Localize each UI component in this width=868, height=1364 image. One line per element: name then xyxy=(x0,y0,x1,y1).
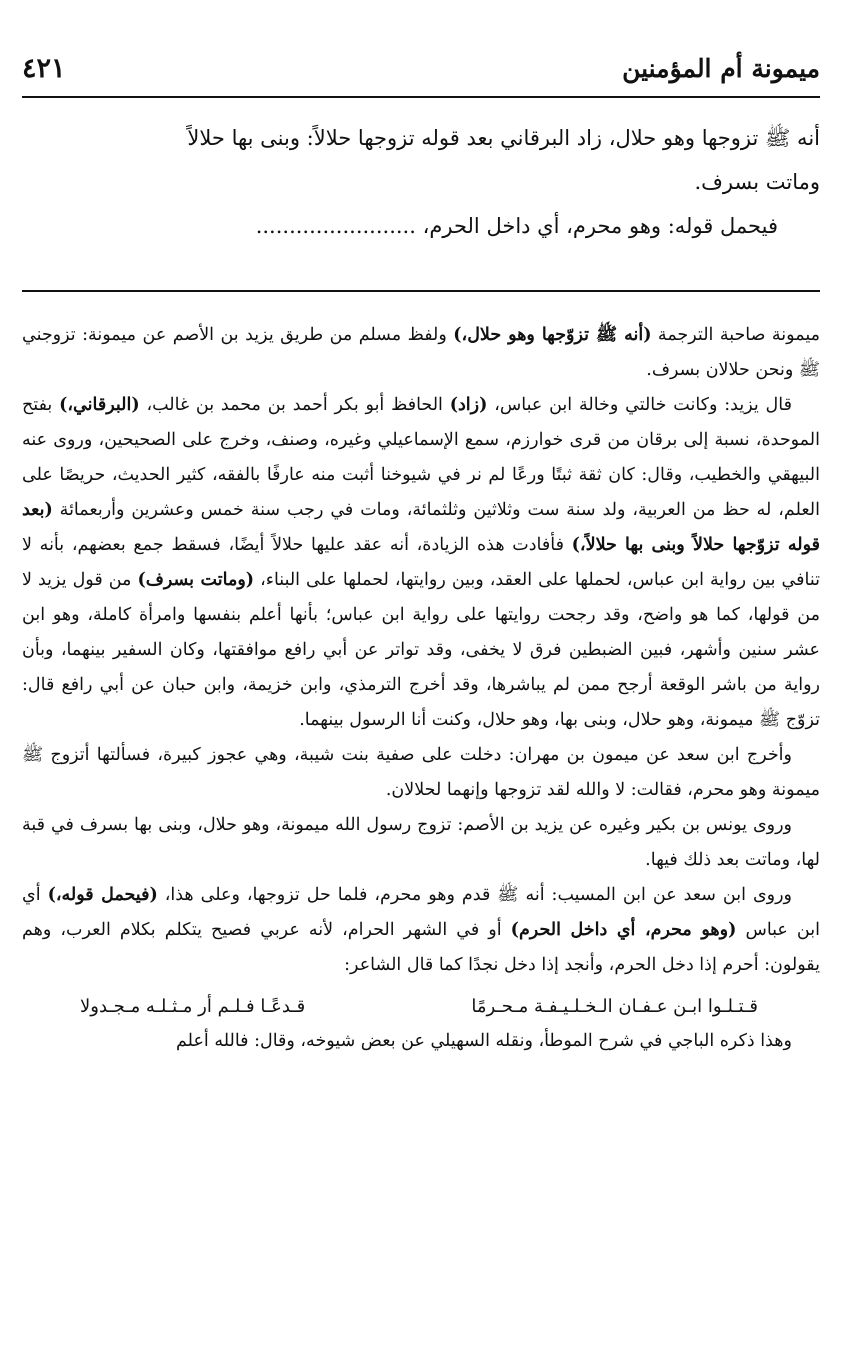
verse-first-hemistich: قـتـلـوا ابـن عـفـان الـخـلـيـفـة مـحـرمًا xyxy=(471,996,758,1017)
quoted-main-text: (فيحمل قوله،) xyxy=(47,885,158,905)
text-run: وروى ابن سعد عن ابن المسيب: أنه ﷺ قدم وهو محرم، فلما حل تزوجها، وعلى هذا، xyxy=(157,885,793,905)
main-text-line-1: أنه ﷺ تزوجها وهو حلال، زاد البرقاني بعد قوله تزوجها حلالاً: وبنى بها حلالاً xyxy=(187,126,820,150)
page-header xyxy=(22,46,820,90)
commentary-paragraph-4: وروى يونس بن بكير وغيره عن يزيد بن الأصم: تزوج رسول الله ميمونة، وهو حلال، وبنى بها بسرف في قبة لها، وماتت بعد ذلك فيها. xyxy=(22,815,820,870)
text-run: قال يزيد: وكانت خالتي وخالة ابن عباس، xyxy=(487,395,792,415)
commentary xyxy=(22,318,820,1059)
text-run: الحافظ أبو بكر أحمد بن محمد بن غالب، xyxy=(139,395,450,415)
commentary-paragraph-2 xyxy=(22,388,820,738)
text-run: بفتح الموحدة، نسبة إلى برقان من قرى خوارزم، سمع الإسماعيلي وغيره، وصنف، وخرج على الصحيحين، وروى عنه البيهقي والخطيب، وقال: كان ثقة ثبتًا ورعًا لم نر في شيوخنا أثبت منه عارفًا بالفقه، كثير الحديث، حريصًا على العلم، له حظ من العربية، ولد سنة ست وثلاثين وثلثمائة، ومات في رجب سنة خمس وعشرين وأربعمائة xyxy=(22,395,820,520)
poetry-verse xyxy=(80,989,758,1024)
commentary-paragraph-5 xyxy=(22,878,820,983)
quoted-main-text: (بعد قوله تزوّجها حلالاً وبنى بها حلالاً،) xyxy=(22,500,820,555)
main-text-line-3-text: فيحمل قوله: وهو محرم، أي داخل الحرم، xyxy=(422,214,778,238)
text-run: ميمونة صاحبة الترجمة xyxy=(651,325,820,345)
ellipsis-dots: ........................ xyxy=(255,214,416,238)
commentary-paragraph-6: وهذا ذكره الباجي في شرح الموطأ، ونقله السهيلي عن بعض شيوخه، وقال: فالله أعلم xyxy=(176,1031,792,1051)
running-title: ميمونة أم المؤمنين xyxy=(622,53,820,83)
separator-rule xyxy=(22,290,820,292)
verse-second-hemistich: قـدعًـا فـلـم أر مـثـلـه مـجـدولا xyxy=(80,996,306,1017)
main-text-line-3 xyxy=(22,204,820,248)
text-run: أي ابن عباس xyxy=(22,885,820,940)
text-run: فأفادت هذه الزيادة، أنه عقد عليها حلالاً أيضًا، فسقط جمع بعضهم، بأنه لا تنافي بين رواية ابن عباس، لحملها على العقد، وبين روايتها، لحملها على البناء، xyxy=(22,535,820,590)
text-run: أو في الشهر الحرام، لأنه عربي فصيح يتكلم بكلام العرب، وهم يقولون: أحرم إذا دخل الحرم، وأنجد إذا دخل نجدًا كما قال الشاعر: xyxy=(22,920,820,975)
main-text-line-2: وماتت بسرف. xyxy=(694,170,820,194)
page-number: ٤٢١ xyxy=(22,52,66,84)
text-run: ولفظ مسلم من طريق يزيد بن الأصم عن ميمونة: تزوجني ﷺ ونحن حلالان بسرف. xyxy=(22,325,820,380)
text-run: من قول يزيد لا من قولها، كما هو واضح، وقد رجحت روايتها على رواية ابن عباس؛ بأنها أعلم بنفسها وامرأة كاملة، وهو ابن عشر سنين وأشهر، فبين الضبطين فرق لا يخفى، وقد تواتر عن أبي رافع موافقتها، وكان السفير بينهما، وبأن رواية من باشر الوقعة أرجح ممن لم يباشرها، وقد أخرج الترمذي، وابن خزيمة، وابن حبان عن أبي رافع قال: تزوّج ﷺ ميمونة، وهو حلال، وبنى بها، وهو حلال، وكنت أنا الرسول بينهما. xyxy=(22,570,821,730)
main-text xyxy=(22,116,820,248)
quoted-main-text: (أنه ﷺ تزوّجها وهو حلال،) xyxy=(453,325,652,345)
quoted-main-text: (وهو محرم، أي داخل الحرم) xyxy=(510,920,737,940)
commentary-paragraph-1 xyxy=(22,318,820,388)
quoted-main-text: (زاد) xyxy=(449,395,488,415)
quoted-main-text: (وماتت بسرف) xyxy=(137,570,255,590)
quoted-main-text: (البرقاني،) xyxy=(59,395,140,415)
commentary-paragraph-3: وأخرج ابن سعد عن ميمون بن مهران: دخلت على صفية بنت شيبة، وهي عجوز كبيرة، فسألتها أتزوج ﷺ ميمونة وهو محرم، فقالت: لا والله لقد تزوجها وإنهما لحلالان. xyxy=(22,745,820,800)
header-rule xyxy=(22,96,820,98)
